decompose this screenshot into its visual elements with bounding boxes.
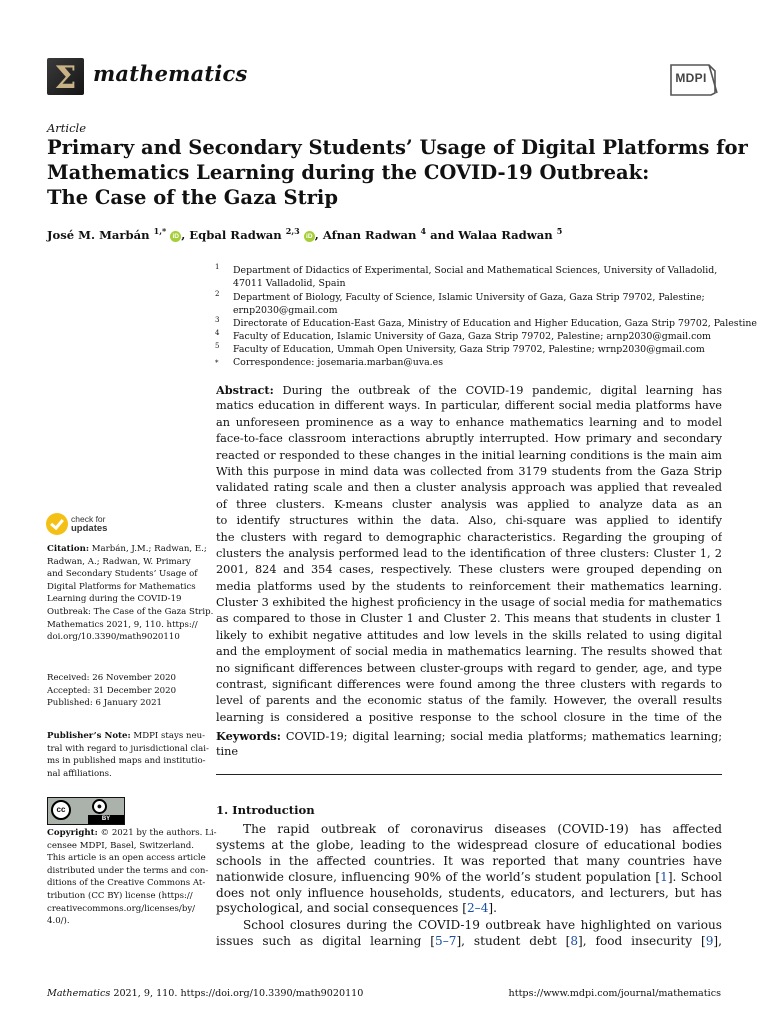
citation-line: Outbreak: The Case of the Gaza Strip. bbox=[47, 606, 214, 617]
author-name[interactable]: José M. Marbán bbox=[47, 227, 150, 242]
citation-line: and Secondary Students’ Usage of bbox=[47, 569, 198, 580]
journal-logo bbox=[47, 58, 84, 95]
intro-line: does not only influence households, students, educators, and lecturers, but has bbox=[216, 885, 722, 900]
keywords-line: Keywords: COVID-19; digital learning; social media platforms; mathematics learning; bbox=[216, 729, 722, 743]
check-for-label: check for bbox=[71, 514, 106, 524]
section-heading: 1. Introduction bbox=[216, 803, 315, 817]
abstract-line: no significant differences between cluster-groups with regard to gender, age, and type bbox=[216, 661, 722, 675]
abstract-line: likely to exhibit negative attitudes and low levels in the skills related to using digital bbox=[216, 628, 722, 642]
publisher-note bbox=[47, 730, 209, 780]
article-title bbox=[47, 135, 748, 210]
title-line: Primary and Secondary Students’ Usage of Digital Platforms for bbox=[47, 136, 748, 159]
copyright-line[interactable]: creativecommons.org/licenses/by/ bbox=[47, 903, 196, 914]
author-affiliation-marker: 4 bbox=[420, 226, 427, 236]
author-separator: , bbox=[181, 227, 190, 242]
checkmark-icon bbox=[46, 513, 68, 535]
abstract-line: contrast, significant differences were found among the three clusters with regards to bbox=[216, 678, 722, 692]
abstract-line: to identify structures within the data. Also, chi-square was applied to identify bbox=[216, 514, 722, 528]
abstract-line: Abstract: During the outbreak of the COVID-19 pandemic, digital learning has bbox=[216, 383, 722, 397]
citation-line[interactable]: doi.org/10.3390/math9020110 bbox=[47, 632, 180, 643]
abstract-line: the clusters with regard to demographic characteristics. Regarding the grouping of bbox=[216, 530, 722, 544]
affiliation-line: 47011 Valladolid, Spain bbox=[233, 278, 346, 289]
affiliation-number: 1 bbox=[215, 263, 220, 271]
abstract-line: learning is considered a positive response to the school closure in the time of the bbox=[216, 710, 722, 724]
intro-line: systems at the globe, leading to the widespread closure of educational bodies bbox=[216, 837, 722, 852]
abstract-line: level of parents and the economic status of the family. However, the overall results bbox=[216, 694, 722, 708]
received-date: Received: 26 November 2020 bbox=[47, 673, 177, 683]
copyright-line: This article is an open access article bbox=[47, 853, 206, 864]
person-icon: ● bbox=[92, 799, 107, 814]
citation-line[interactable]: Mathematics 2021, 9, 110. https:// bbox=[47, 619, 198, 630]
affiliation-number: 3 bbox=[215, 316, 220, 324]
check-for-updates-badge[interactable] bbox=[46, 513, 166, 537]
author-name[interactable]: Eqbal Radwan bbox=[189, 227, 282, 242]
affiliation-number: 4 bbox=[215, 329, 220, 337]
citation-link[interactable]: 2–4 bbox=[466, 901, 489, 916]
title-line: The Case of the Gaza Strip bbox=[47, 186, 338, 209]
citation-link[interactable]: 5–7 bbox=[435, 933, 457, 948]
footer-journal-url[interactable]: https://www.mdpi.com/journal/mathematics bbox=[508, 988, 721, 999]
abstract-label: Abstract: bbox=[216, 383, 274, 397]
orcid-icon[interactable]: iD bbox=[170, 231, 181, 242]
affiliation-line: Directorate of Education-East Gaza, Ministry of Education and Higher Education, Gaza Strip 79702, Palestine bbox=[233, 318, 757, 329]
intro-line: psychological, and social consequences [2–4]. bbox=[216, 901, 497, 916]
footer-doi[interactable]: 2021, 9, 110. https://doi.org/10.3390/math9020110 bbox=[110, 988, 364, 999]
abstract-line: With this purpose in mind data was collected from 3179 students from the Gaza Strip bbox=[216, 464, 722, 478]
cc-icon: cc bbox=[51, 800, 71, 820]
intro-paragraph-2 bbox=[216, 918, 722, 950]
copyright-line: censee MDPI, Basel, Switzerland. bbox=[47, 840, 195, 851]
dates-block bbox=[47, 672, 203, 710]
abstract-line: 2001, 824 and 354 cases, respectively. These clusters were grouped depending on bbox=[216, 563, 722, 577]
keywords-label: Keywords: bbox=[216, 729, 281, 743]
citation-link[interactable]: 1 bbox=[660, 869, 668, 884]
citation-link[interactable]: 9 bbox=[705, 933, 714, 948]
author-affiliation-marker: 5 bbox=[556, 226, 563, 236]
intro-line: schools in the affected countries. It was reported that many countries have bbox=[216, 853, 722, 868]
note-line: nal affiliations. bbox=[47, 768, 112, 779]
intro-line: School closures during the COVID-19 outbreak have highlighted on various bbox=[243, 918, 722, 932]
correspondence-line[interactable]: Correspondence: josemaria.marban@uva.es bbox=[233, 357, 444, 368]
citation-label: Citation: bbox=[47, 544, 90, 554]
affiliation-number: * bbox=[215, 359, 219, 367]
affiliation-line[interactable]: ernp2030@gmail.com bbox=[233, 305, 338, 316]
publisher-name: MDPI bbox=[675, 71, 707, 85]
abstract-line: an unforeseen prominence as a way to enhance mathematics learning and to model bbox=[216, 415, 722, 429]
copyright-label: Copyright: bbox=[47, 828, 98, 838]
affiliation-line: Department of Biology, Faculty of Science, Islamic University of Gaza, Gaza Strip 79702, Palestine; bbox=[233, 292, 705, 303]
abstract-line: and the employment of social media in mathematics learning. The results showed that bbox=[216, 645, 722, 659]
abstract-line: clusters the analysis performed lead to the identification of three clusters: Cluster 1, 2 bbox=[216, 546, 722, 560]
citation-line: Learning during the COVID-19 bbox=[47, 594, 182, 605]
cc-by-license-badge[interactable] bbox=[47, 797, 125, 825]
updates-label: updates bbox=[71, 523, 108, 534]
keywords bbox=[216, 728, 722, 761]
abstract-line: as compared to those in Cluster 1 and Cluster 2. This means that students in cluster 1 bbox=[216, 612, 722, 626]
copyright-line: distributed under the terms and con- bbox=[47, 865, 209, 876]
journal-name: mathematics bbox=[93, 61, 248, 86]
affiliation-number: 5 bbox=[215, 342, 220, 350]
author-separator: and bbox=[426, 227, 459, 242]
intro-line: issues such as digital learning [5–7], student debt [8], food insecurity [9], bbox=[216, 933, 722, 948]
abstract-line: face-to-face classroom interactions abruptly interrupted. How primary and secondary bbox=[216, 432, 722, 446]
copyright-line: ditions of the Creative Commons At- bbox=[47, 878, 206, 889]
note-line: ms in published maps and institutio- bbox=[47, 756, 206, 767]
title-line: Mathematics Learning during the COVID-19 Outbreak: bbox=[47, 161, 650, 184]
copyright-block bbox=[47, 827, 217, 928]
section-divider bbox=[216, 774, 722, 775]
abstract-line: of three clusters. K-means cluster analysis was applied to analyze data as an bbox=[216, 497, 722, 511]
intro-line: nationwide closure, influencing 90% of the world’s student population [1]. School bbox=[216, 869, 722, 884]
intro-paragraph-1 bbox=[216, 822, 722, 917]
citation-link[interactable]: 8 bbox=[570, 933, 579, 948]
copyright-line: 4.0/). bbox=[47, 916, 70, 927]
citation-line: Digital Platforms for Mathematics bbox=[47, 581, 196, 592]
author-affiliation-marker: 1,* bbox=[153, 226, 167, 236]
note-line: tral with regard to jurisdictional clai- bbox=[47, 743, 209, 754]
mdpi-logo bbox=[667, 63, 719, 97]
published-date: Published: 6 January 2021 bbox=[47, 698, 163, 709]
abstract-line: Cluster 3 exhibited the highest proficiency in the usage of social media for mathematics bbox=[216, 596, 722, 610]
abstract-line: media platforms used by the students to reinforcement their mathematics learning. bbox=[216, 579, 722, 593]
note-label: Publisher’s Note: bbox=[47, 731, 131, 741]
copyright-line: Copyright: © 2021 by the authors. Li- bbox=[47, 828, 217, 838]
citation-block bbox=[47, 543, 214, 644]
accepted-date: Accepted: 31 December 2020 bbox=[47, 685, 177, 696]
sigma-icon: Σ bbox=[54, 60, 77, 96]
affiliation-line: Faculty of Education, Ummah Open University, Gaza Strip 79702, Palestine; wrnp2030@gmail.com bbox=[233, 344, 705, 355]
abstract-line: reacted or responded to these changes in the initial learning conditions is the main aim bbox=[216, 448, 722, 462]
abstract-line: validated rating scale and then a cluster analysis approach was applied that revealed bbox=[216, 481, 722, 495]
article-type: Article bbox=[47, 121, 87, 135]
abstract-line: matics education in different ways. In particular, different social media platforms have bbox=[216, 399, 722, 413]
footer-citation bbox=[47, 988, 363, 999]
abstract bbox=[216, 382, 722, 726]
by-label: BY bbox=[88, 815, 124, 824]
affiliation-line: Faculty of Education, Islamic University of Gaza, Gaza Strip 79702, Palestine; arnp2030@gmail.com bbox=[233, 331, 711, 342]
note-line: Publisher’s Note: MDPI stays neu- bbox=[47, 731, 206, 741]
author-separator: , bbox=[314, 227, 323, 242]
affiliation-number: 2 bbox=[215, 290, 220, 298]
author-list bbox=[47, 226, 562, 242]
keywords-line: tine bbox=[216, 745, 239, 759]
orcid-icon[interactable]: iD bbox=[304, 231, 315, 242]
author-name[interactable]: Afnan Radwan bbox=[322, 227, 417, 242]
author-name[interactable]: Walaa Radwan bbox=[458, 227, 553, 242]
author-affiliation-marker: 2,3 bbox=[285, 226, 300, 236]
citation-line: Radwan, A.; Radwan, W. Primary bbox=[47, 556, 191, 567]
footer-journal: Mathematics bbox=[47, 988, 111, 999]
citation-line: Citation: Marbán, J.M.; Radwan, E.; bbox=[47, 544, 207, 554]
copyright-line: tribution (CC BY) license (https:// bbox=[47, 890, 193, 901]
intro-line: The rapid outbreak of coronavirus diseases (COVID-19) has affected bbox=[243, 822, 722, 836]
affiliation-line: Department of Didactics of Experimental, Social and Mathematical Sciences, University of Valladolid, bbox=[233, 265, 718, 276]
